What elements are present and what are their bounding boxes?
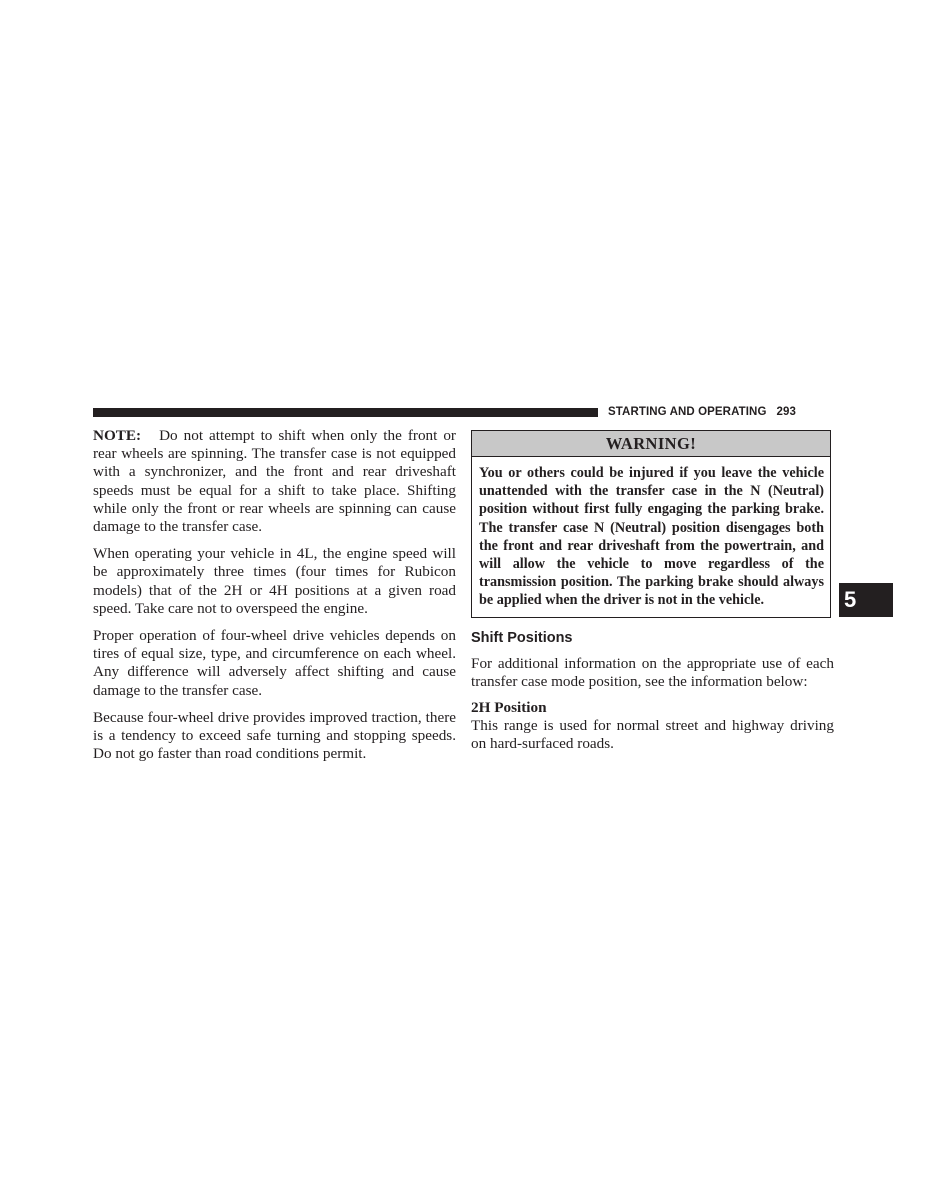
running-header (608, 404, 796, 420)
paragraph-traction: Because four-wheel drive provides improved traction, there is a tendency to exceed safe turning and stopping speeds. Do not go faster than road conditions permit. (93, 708, 456, 763)
header-rule (93, 408, 598, 417)
left-column (93, 427, 456, 763)
warning-body: You or others could be injured if you leave the vehicle unattended with the transfer case in the N (Neutral) position without first fully engaging the parking brake. The transfer case N (Neutral) position disengages both the front and rear driveshaft from the powertrain, and will allow the vehicle to move regardless of the transmission position. The parking brake should always be applied when the driver is not in the vehicle. (479, 465, 824, 609)
warning-box (471, 430, 831, 618)
2h-position-text: This range is used for normal street and highway driving on hard-surfaced roads. (471, 717, 834, 753)
note-label: NOTE: (93, 427, 142, 444)
shift-positions-intro: For additional information on the appropriate use of each transfer case mode position, see the information below: (471, 654, 834, 690)
paragraph-4l-engine-speed: When operating your vehicle in 4L, the engine speed will be approximately three times (four times for Rubicon models) that of the 2H or 4H positions at a given road speed. Take care not to overspeed the engine. (93, 545, 456, 617)
shift-positions-heading: Shift Positions (471, 629, 573, 646)
paragraph-tire-size: Proper operation of four-wheel drive vehicles depends on tires of equal size, type, and circumference on each wheel. Any difference will adversely affect shifting and cause damage to the transfer case. (93, 627, 456, 699)
page-number: 293 (776, 406, 797, 418)
chapter-tab: 5 (839, 583, 893, 617)
right-column (471, 430, 834, 754)
note-paragraph (93, 427, 456, 536)
section-title: STARTING AND OPERATING (608, 406, 767, 418)
warning-title: WARNING! (472, 431, 830, 457)
note-text: Do not attempt to shift when only the front or rear wheels are spinning. The transfer case is not equipped with a synchronizer, and the front and rear driveshaft speeds must be equal for a shift to take place. Shifting while only the front or rear wheels are spinning can cause damage to the transfer case. (93, 427, 456, 536)
2h-position-heading: 2H Position (471, 699, 547, 717)
